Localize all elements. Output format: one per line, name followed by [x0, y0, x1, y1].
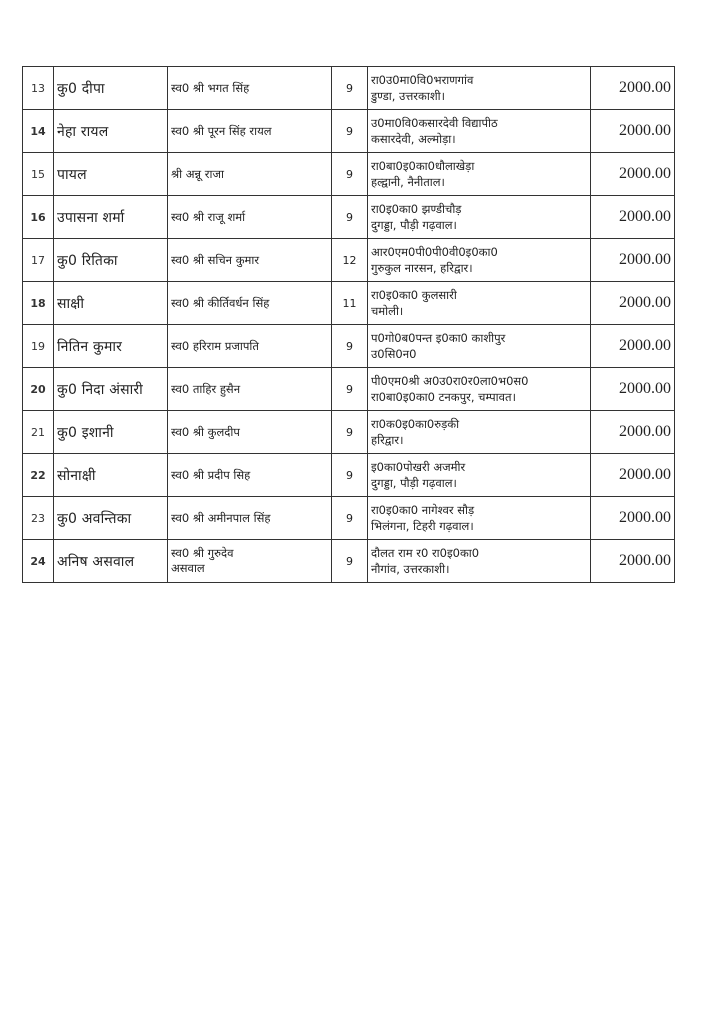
school-location-line: कसारदेवी, अल्मोड़ा।: [371, 132, 456, 146]
school-location-line: हरिद्वार।: [371, 433, 404, 447]
student-name-cell: कु0 इशानी: [54, 411, 168, 454]
school-location-line: दुगड्डा, पौड़ी गढ़वाल।: [371, 476, 457, 490]
father-name-line: स्व0 श्री गुरुदेव: [171, 546, 234, 560]
school-address-cell: [368, 497, 591, 540]
school-address-cell: [368, 196, 591, 239]
serial-number-cell: 22: [23, 454, 54, 497]
amount-cell: 2000.00: [591, 67, 675, 110]
class-cell: 9: [332, 497, 368, 540]
amount-cell: 2000.00: [591, 196, 675, 239]
father-name-cell: श्री अन्नू राजा: [168, 153, 332, 196]
school-location-line: रा0बा0इ0का0 टनकपुर, चम्पावत।: [371, 390, 516, 404]
school-location-line: भिलंगना, टिहरी गढ़वाल।: [371, 519, 474, 533]
school-name-line: रा0इ0का0 नागेश्वर सौड़: [371, 503, 475, 517]
father-name-cell: स्व0 श्री कीर्तिवर्धन सिंह: [168, 282, 332, 325]
amount-cell: 2000.00: [591, 368, 675, 411]
father-name-cell: स्व0 श्री प्रदीप सिह: [168, 454, 332, 497]
table-row: [23, 110, 675, 153]
table-row: [23, 411, 675, 454]
serial-number-cell: 14: [23, 110, 54, 153]
father-name-line: असवाल: [171, 561, 205, 575]
amount-cell: 2000.00: [591, 540, 675, 583]
school-location-line: डुण्डा, उत्तरकाशी।: [371, 89, 445, 103]
serial-number-cell: 23: [23, 497, 54, 540]
school-name-line: रा0बा0इ0का0धौलाखेड़ा: [371, 159, 475, 173]
table-row: [23, 67, 675, 110]
school-address-cell: [368, 325, 591, 368]
class-cell: 11: [332, 282, 368, 325]
class-cell: 9: [332, 325, 368, 368]
table-row: [23, 497, 675, 540]
serial-number-cell: 15: [23, 153, 54, 196]
school-name-line: प0गो0ब0पन्त इ0का0 काशीपुर: [371, 331, 506, 345]
father-name-cell: स्व0 हरिराम प्रजापति: [168, 325, 332, 368]
class-cell: 9: [332, 153, 368, 196]
table-row: [23, 540, 675, 583]
beneficiary-table: [22, 66, 675, 583]
school-address-cell: [368, 153, 591, 196]
student-name-cell: कु0 रितिका: [54, 239, 168, 282]
table-row: [23, 325, 675, 368]
school-location-line: दुगड्डा, पौड़ी गढ़वाल।: [371, 218, 457, 232]
school-name-line: पी0एम0श्री अ0उ0रा0र0ला0भ0स0: [371, 374, 529, 388]
table-row: [23, 282, 675, 325]
school-name-line: रा0क0इ0का0रुड़की: [371, 417, 460, 431]
father-name-cell: स्व0 श्री सचिन कुमार: [168, 239, 332, 282]
serial-number-cell: 18: [23, 282, 54, 325]
table-row: [23, 196, 675, 239]
table-body: [23, 67, 675, 583]
class-cell: 9: [332, 368, 368, 411]
school-location-line: चमोली।: [371, 304, 404, 318]
amount-cell: 2000.00: [591, 325, 675, 368]
amount-cell: 2000.00: [591, 497, 675, 540]
amount-cell: 2000.00: [591, 239, 675, 282]
school-address-cell: [368, 411, 591, 454]
serial-number-cell: 20: [23, 368, 54, 411]
father-name-cell: स्व0 श्री भगत सिंह: [168, 67, 332, 110]
table-row: [23, 239, 675, 282]
serial-number-cell: 19: [23, 325, 54, 368]
table-row: [23, 368, 675, 411]
amount-cell: 2000.00: [591, 282, 675, 325]
student-name-cell: सोनाक्षी: [54, 454, 168, 497]
class-cell: 9: [332, 540, 368, 583]
school-name-line: रा0इ0का0 कुलसारी: [371, 288, 457, 302]
class-cell: 9: [332, 110, 368, 153]
class-cell: 9: [332, 454, 368, 497]
student-name-cell: कु0 निदा अंसारी: [54, 368, 168, 411]
school-address-cell: [368, 454, 591, 497]
father-name-cell: स्व0 श्री राजू शर्मा: [168, 196, 332, 239]
serial-number-cell: 13: [23, 67, 54, 110]
school-location-line: हल्द्वानी, नैनीताल।: [371, 175, 445, 189]
class-cell: 9: [332, 67, 368, 110]
school-location-line: नौगांव, उत्तरकाशी।: [371, 562, 450, 576]
serial-number-cell: 17: [23, 239, 54, 282]
student-name-cell: नेहा रायल: [54, 110, 168, 153]
school-name-line: दौलत राम र0 रा0इ0का0: [371, 546, 480, 560]
student-name-cell: कु0 दीपा: [54, 67, 168, 110]
school-name-line: उ0मा0वि0कसारदेवी विद्यापीठ: [371, 116, 498, 130]
school-name-line: रा0उ0मा0वि0भराणगांव: [371, 73, 474, 87]
school-address-cell: [368, 67, 591, 110]
class-cell: 9: [332, 411, 368, 454]
school-address-cell: [368, 368, 591, 411]
school-name-line: रा0इ0का0 झण्डीचौड़: [371, 202, 462, 216]
father-name-cell: स्व0 श्री कुलदीप: [168, 411, 332, 454]
school-address-cell: [368, 540, 591, 583]
amount-cell: 2000.00: [591, 454, 675, 497]
father-name-cell: स्व0 श्री पूरन सिंह रायल: [168, 110, 332, 153]
student-name-cell: साक्षी: [54, 282, 168, 325]
amount-cell: 2000.00: [591, 153, 675, 196]
school-address-cell: [368, 282, 591, 325]
student-name-cell: कु0 अवन्तिका: [54, 497, 168, 540]
table-row: [23, 153, 675, 196]
table-row: [23, 454, 675, 497]
class-cell: 9: [332, 196, 368, 239]
student-name-cell: अनिष असवाल: [54, 540, 168, 583]
serial-number-cell: 21: [23, 411, 54, 454]
school-location-line: उ0सि0न0: [371, 347, 417, 361]
class-cell: 12: [332, 239, 368, 282]
amount-cell: 2000.00: [591, 411, 675, 454]
father-name-cell: [168, 540, 332, 583]
serial-number-cell: 24: [23, 540, 54, 583]
student-name-cell: नितिन कुमार: [54, 325, 168, 368]
serial-number-cell: 16: [23, 196, 54, 239]
father-name-cell: स्व0 ताहिर हुसैन: [168, 368, 332, 411]
school-location-line: गुरुकुल नारसन, हरिद्वार।: [371, 261, 473, 275]
school-name-line: आर0एम0पी0पी0वी0इ0का0: [371, 245, 498, 259]
school-address-cell: [368, 110, 591, 153]
amount-cell: 2000.00: [591, 110, 675, 153]
school-address-cell: [368, 239, 591, 282]
student-name-cell: उपासना शर्मा: [54, 196, 168, 239]
school-name-line: इ0का0पोखरी अजमीर: [371, 460, 466, 474]
student-name-cell: पायल: [54, 153, 168, 196]
father-name-cell: स्व0 श्री अमीनपाल सिंह: [168, 497, 332, 540]
